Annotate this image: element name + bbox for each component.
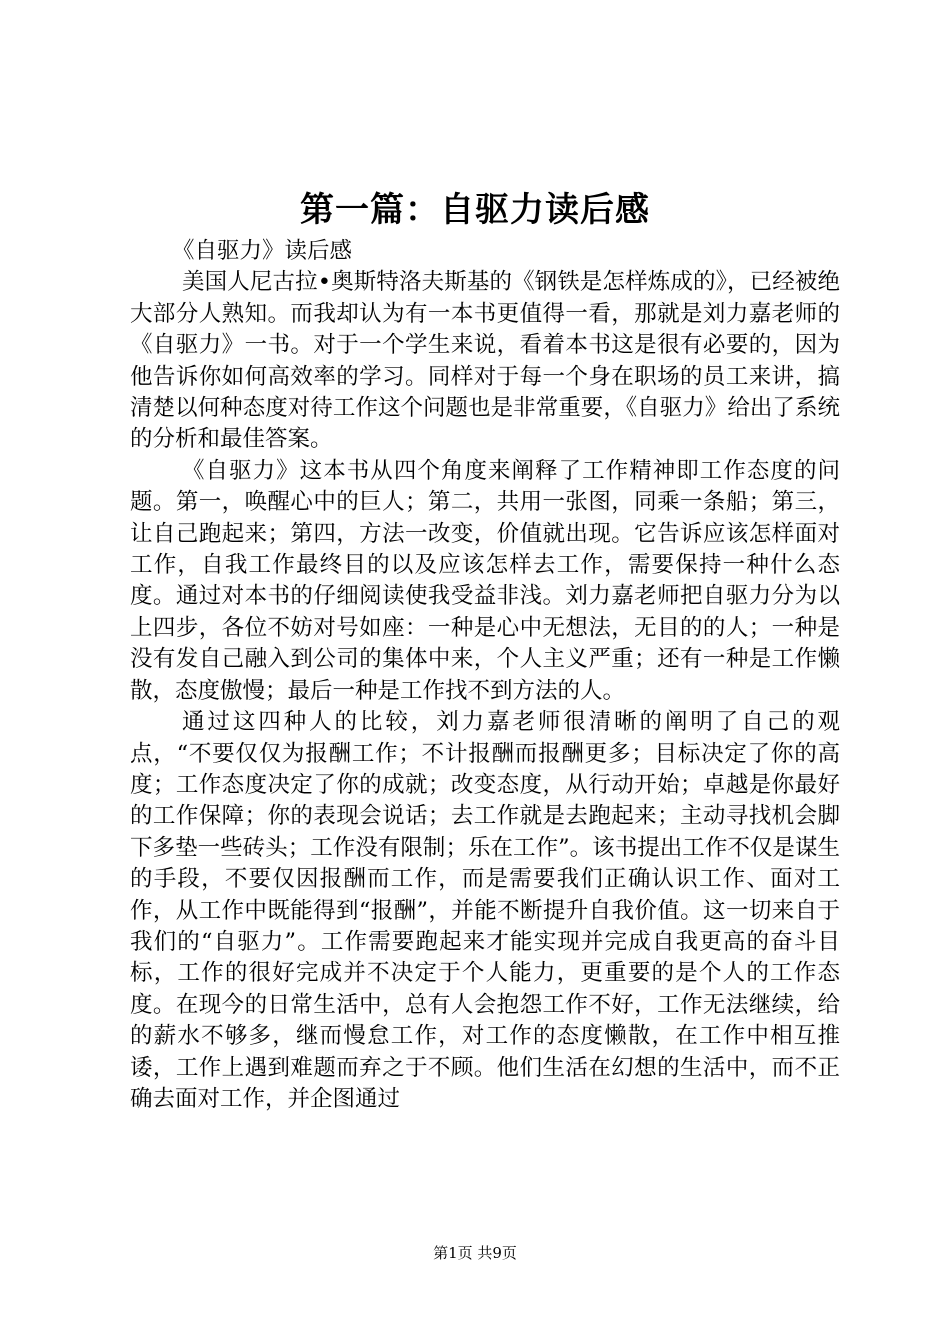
paragraph-1: 美国人尼古拉•奥斯特洛夫斯基的《钢铁是怎样炼成的》，已经被绝大部分人熟知。而我却认为有一本书更值得一看，那就是刘力嘉老师的《自驱力》一书。对于一个学生来说，看着本书这是很有必要的，因为他告诉你如何高效率的学习。同样对于每一个身在职场的员工来讲，搞清楚以何种态度对待工作这个问题也是非常重要，《自驱力》给出了系统的分析和最佳答案。 [130,269,840,453]
document-subtitle: 《自驱力》读后感 [172,238,353,264]
paragraph-3: 通过这四种人的比较，刘力嘉老师很清晰的阐明了自己的观点，“不要仅仅为报酬工作；不计报酬而报酬更多；目标决定了你的高度；工作态度决定了你的成就；改变态度，从行动开始；卓越是你最好的工作保障；你的表现会说话；去工作就是去跑起来；主动寻找机会脚下多垫一些砖头；工作没有限制；乐在工作”。该书提出工作不仅是谋生的手段，不要仅因报酬而工作，而是需要我们正确认识工作、面对工作，从工作中既能得到“报酬”，并能不断提升自我价值。这一切来自于我们的“自驱力”。工作需要跑起来才能实现并完成自我更高的奋斗目标，工作的很好完成并不决定于个人能力，更重要的是个人的工作态度。在现今的日常生活中，总有人会抱怨工作不好，工作无法继续，给的薪水不够多，继而慢怠工作，对工作的态度懒散，在工作中相互推诿，工作上遇到难题而弃之于不顾。他们生活在幻想的生活中，而不正确去面对工作，并企图通过 [130,709,840,1112]
paragraph-2: 《自驱力》这本书从四个角度来阐释了工作精神即工作态度的问题。第一，唤醒心中的巨人；第二，共用一张图，同乘一条船；第三，让自己跑起来；第四，方法一改变，价值就出现。它告诉应该怎样面对工作，自我工作最终目的以及应该怎样去工作，需要保持一种什么态度。通过对本书的仔细阅读使我受益非浅。刘力嘉老师把自驱力分为以上四步，各位不妨对号如座：一种是心中无想法，无目的的人；一种是没有发自己融入到公司的集体中来，个人主义严重；还有一种是工作懒散，态度傲慢；最后一种是工作找不到方法的人。 [130,457,840,704]
document-title: 第一篇：自驱力读后感 [300,190,650,230]
page-footer: 第1页 共9页 [433,1244,517,1262]
document-body [130,236,840,1115]
